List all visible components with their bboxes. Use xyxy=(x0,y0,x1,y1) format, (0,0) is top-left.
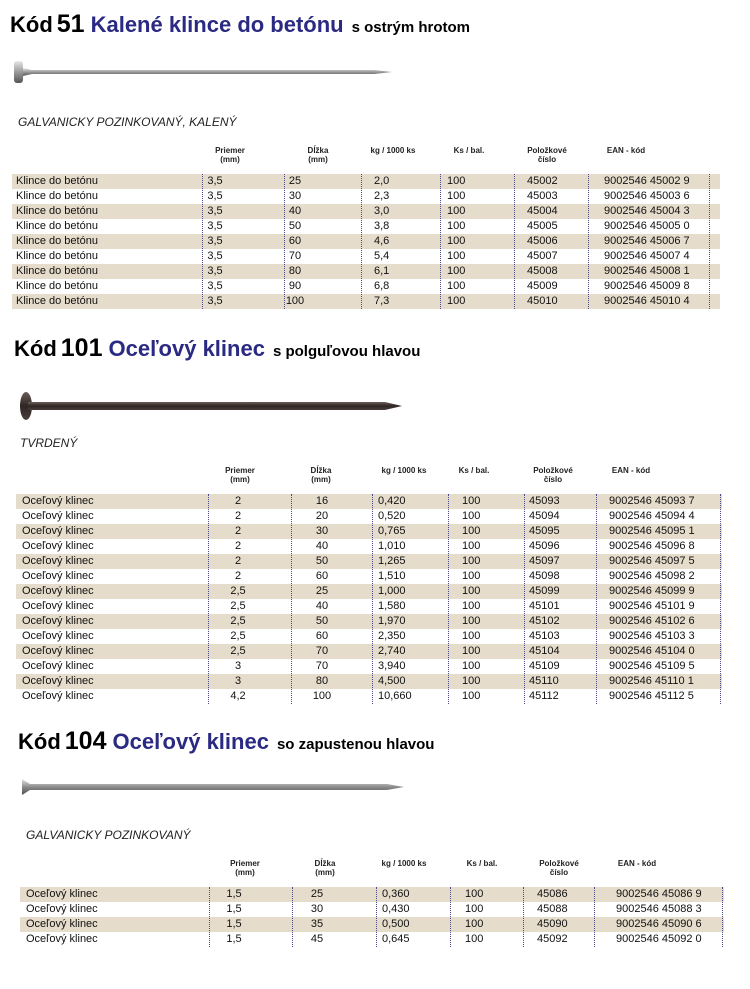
column-header-ean-code: EAN - kód xyxy=(611,466,651,475)
product-subtitle: s ostrým hrotom xyxy=(351,19,470,36)
cell-name: Klince do betónu xyxy=(16,280,98,292)
cell-diameter: 2 xyxy=(234,570,242,582)
column-header-item-number: Položkové číslo xyxy=(533,466,573,484)
cell-item-number: 45095 xyxy=(529,525,560,537)
cell-ean-code: 9002546 45097 5 xyxy=(609,555,695,567)
cell-ean-code: 9002546 45112 5 xyxy=(609,690,694,702)
cell-weight: 3,0 xyxy=(374,205,390,217)
cell-name: Oceľový klinec xyxy=(22,690,94,702)
column-divider xyxy=(524,494,525,704)
table-row xyxy=(16,689,722,704)
cell-weight: 3,940 xyxy=(378,660,406,672)
cell-weight: 2,0 xyxy=(374,175,390,187)
cell-weight: 7,3 xyxy=(374,295,390,307)
product-subtitle: s polguľovou hlavou xyxy=(272,343,421,360)
cell-ean-code: 9002546 45004 3 xyxy=(604,205,690,217)
code-label: Kód xyxy=(18,729,61,754)
cell-name: Klince do betónu xyxy=(16,235,98,247)
section-51-table xyxy=(12,174,720,309)
cell-item-number: 45110 xyxy=(529,675,559,687)
table-row xyxy=(20,917,724,932)
cell-pack-qty: 100 xyxy=(462,690,481,702)
cell-length: 80 xyxy=(288,265,302,277)
table-row xyxy=(12,174,720,189)
table-row xyxy=(12,189,720,204)
cell-length: 50 xyxy=(315,615,329,627)
cell-weight: 10,660 xyxy=(378,690,412,702)
cell-ean-code: 9002546 45092 0 xyxy=(616,933,702,945)
cell-ean-code: 9002546 45104 0 xyxy=(609,645,695,657)
code-label: Kód xyxy=(10,12,53,37)
cell-weight: 4,6 xyxy=(374,235,390,247)
cell-item-number: 45010 xyxy=(527,295,558,307)
table-row xyxy=(12,204,720,219)
cell-length: 16 xyxy=(315,495,329,507)
cell-pack-qty: 100 xyxy=(465,903,484,915)
cell-item-number: 45101 xyxy=(529,600,560,612)
section-104-table xyxy=(20,887,724,947)
column-header-item-number: Položkové číslo xyxy=(527,146,567,164)
cell-ean-code: 9002546 45002 9 xyxy=(604,175,690,187)
cell-name: Klince do betónu xyxy=(16,190,98,202)
cell-length: 20 xyxy=(315,510,329,522)
cell-name: Oceľový klinec xyxy=(22,630,94,642)
table-row xyxy=(16,674,722,689)
cell-item-number: 45009 xyxy=(527,280,558,292)
cell-diameter: 4,2 xyxy=(230,690,246,702)
column-divider xyxy=(361,174,362,309)
column-divider xyxy=(292,887,293,947)
cell-weight: 4,500 xyxy=(378,675,406,687)
cell-name: Klince do betónu xyxy=(16,250,98,262)
product-subtitle: so zapustenou hlavou xyxy=(276,736,435,753)
cell-length: 50 xyxy=(315,555,329,567)
product-name: Oceľový klinec xyxy=(108,336,265,361)
column-divider xyxy=(594,887,595,947)
column-header-diameter: Priemer (mm) xyxy=(215,146,245,164)
table-row xyxy=(16,569,722,584)
section-101-note: TVRDENÝ xyxy=(20,436,78,450)
cell-length: 40 xyxy=(288,205,302,217)
cell-weight: 0,420 xyxy=(378,495,406,507)
cell-name: Oceľový klinec xyxy=(22,525,94,537)
column-header-pack-qty: Ks / bal. xyxy=(453,146,485,155)
table-row xyxy=(12,294,720,309)
column-header-length: Dĺžka (mm) xyxy=(314,859,336,877)
cell-pack-qty: 100 xyxy=(462,630,481,642)
cell-weight: 0,430 xyxy=(382,903,410,915)
cell-name: Oceľový klinec xyxy=(22,540,94,552)
column-header-diameter: Priemer (mm) xyxy=(230,859,260,877)
column-header-pack-qty: Ks / bal. xyxy=(466,859,498,868)
cell-diameter: 3,5 xyxy=(207,295,223,307)
cell-ean-code: 9002546 45094 4 xyxy=(609,510,695,522)
cell-ean-code: 9002546 45088 3 xyxy=(616,903,702,915)
product-name: Kalené klince do betónu xyxy=(90,12,344,37)
column-divider xyxy=(450,887,451,947)
cell-ean-code: 9002546 45110 1 xyxy=(609,675,694,687)
cell-diameter: 2,5 xyxy=(230,645,246,657)
cell-pack-qty: 100 xyxy=(465,933,484,945)
column-divider xyxy=(514,174,515,309)
column-divider xyxy=(523,887,524,947)
cell-pack-qty: 100 xyxy=(462,525,481,537)
table-row xyxy=(20,902,724,917)
cell-ean-code: 9002546 45006 7 xyxy=(604,235,690,247)
cell-pack-qty: 100 xyxy=(462,660,481,672)
cell-diameter: 2,5 xyxy=(230,630,246,642)
section-51-note: GALVANICKY POZINKOVANÝ, KALENÝ xyxy=(18,115,237,129)
column-header-weight: kg / 1000 ks xyxy=(381,859,427,868)
table-row xyxy=(16,599,722,614)
column-divider xyxy=(448,494,449,704)
cell-pack-qty: 100 xyxy=(462,570,481,582)
code-number: 51 xyxy=(56,10,85,38)
cell-item-number: 45002 xyxy=(527,175,558,187)
cell-ean-code: 9002546 45098 2 xyxy=(609,570,695,582)
cell-ean-code: 9002546 45009 8 xyxy=(604,280,690,292)
cell-pack-qty: 100 xyxy=(447,295,466,307)
cell-length: 100 xyxy=(285,295,305,307)
cell-diameter: 1,5 xyxy=(226,918,242,930)
cell-diameter: 3,5 xyxy=(207,190,223,202)
cell-weight: 0,765 xyxy=(378,525,406,537)
cell-pack-qty: 100 xyxy=(447,280,466,292)
cell-diameter: 2 xyxy=(234,540,242,552)
cell-pack-qty: 100 xyxy=(447,205,466,217)
cell-diameter: 3,5 xyxy=(207,235,223,247)
cell-pack-qty: 100 xyxy=(447,220,466,232)
cell-ean-code: 9002546 45093 7 xyxy=(609,495,695,507)
cell-weight: 2,740 xyxy=(378,645,406,657)
column-divider xyxy=(202,174,203,309)
cell-diameter: 3,5 xyxy=(207,280,223,292)
cell-weight: 0,645 xyxy=(382,933,410,945)
table-row xyxy=(12,249,720,264)
steel-nail-round-head-image xyxy=(20,390,405,422)
table-row xyxy=(16,539,722,554)
cell-name: Klince do betónu xyxy=(16,175,98,187)
column-header-length: Dĺžka (mm) xyxy=(310,466,332,484)
cell-pack-qty: 100 xyxy=(462,645,481,657)
cell-ean-code: 9002546 45103 3 xyxy=(609,630,695,642)
cell-weight: 2,350 xyxy=(378,630,406,642)
column-divider xyxy=(440,174,441,309)
column-divider xyxy=(588,174,589,309)
column-header-length: Dĺžka (mm) xyxy=(307,146,329,164)
cell-item-number: 45007 xyxy=(527,250,558,262)
cell-name: Oceľový klinec xyxy=(22,615,94,627)
code-label: Kód xyxy=(14,336,57,361)
cell-item-number: 45103 xyxy=(529,630,560,642)
cell-item-number: 45112 xyxy=(529,690,559,702)
cell-ean-code: 9002546 45010 4 xyxy=(604,295,690,307)
column-header-diameter: Priemer (mm) xyxy=(225,466,255,484)
table-row xyxy=(16,614,722,629)
cell-length: 25 xyxy=(315,585,329,597)
cell-ean-code: 9002546 45109 5 xyxy=(609,660,695,672)
cell-ean-code: 9002546 45090 6 xyxy=(616,918,702,930)
steel-nail-countersunk-head-image xyxy=(22,775,407,799)
product-name: Oceľový klinec xyxy=(112,729,269,754)
cell-item-number: 45092 xyxy=(537,933,568,945)
cell-name: Klince do betónu xyxy=(16,295,98,307)
cell-diameter: 2,5 xyxy=(230,615,246,627)
cell-length: 30 xyxy=(310,903,324,915)
cell-diameter: 3,5 xyxy=(207,265,223,277)
cell-diameter: 2 xyxy=(234,495,242,507)
cell-diameter: 2 xyxy=(234,510,242,522)
table-row xyxy=(12,264,720,279)
cell-diameter: 3 xyxy=(234,675,242,687)
column-header-item-number: Položkové číslo xyxy=(539,859,579,877)
cell-name: Oceľový klinec xyxy=(22,675,94,687)
cell-item-number: 45102 xyxy=(529,615,560,627)
cell-weight: 0,360 xyxy=(382,888,410,900)
table-row xyxy=(16,509,722,524)
table-row xyxy=(16,524,722,539)
cell-length: 60 xyxy=(315,570,329,582)
cell-pack-qty: 100 xyxy=(462,510,481,522)
cell-ean-code: 9002546 45095 1 xyxy=(609,525,695,537)
table-row xyxy=(12,234,720,249)
cell-ean-code: 9002546 45099 9 xyxy=(609,585,695,597)
cell-item-number: 45094 xyxy=(529,510,560,522)
cell-name: Oceľový klinec xyxy=(22,600,94,612)
cell-length: 70 xyxy=(288,250,302,262)
cell-pack-qty: 100 xyxy=(462,495,481,507)
cell-diameter: 2 xyxy=(234,555,242,567)
cell-weight: 2,3 xyxy=(374,190,390,202)
cell-item-number: 45109 xyxy=(529,660,560,672)
column-divider xyxy=(208,494,209,704)
cell-diameter: 1,5 xyxy=(226,903,242,915)
cell-weight: 1,265 xyxy=(378,555,406,567)
column-divider xyxy=(291,494,292,704)
cell-pack-qty: 100 xyxy=(462,555,481,567)
cell-pack-qty: 100 xyxy=(462,675,481,687)
column-header-pack-qty: Ks / bal. xyxy=(458,466,490,475)
table-row xyxy=(16,554,722,569)
column-divider xyxy=(596,494,597,704)
cell-name: Oceľový klinec xyxy=(26,888,98,900)
cell-pack-qty: 100 xyxy=(447,175,466,187)
table-row xyxy=(16,629,722,644)
table-row xyxy=(12,219,720,234)
section-101-table xyxy=(16,494,722,704)
column-divider xyxy=(709,174,710,309)
cell-name: Klince do betónu xyxy=(16,220,98,232)
table-row xyxy=(20,932,724,947)
cell-item-number: 45090 xyxy=(537,918,568,930)
cell-ean-code: 9002546 45101 9 xyxy=(609,600,695,612)
section-104-title xyxy=(18,727,434,756)
cell-name: Oceľový klinec xyxy=(22,510,94,522)
cell-length: 25 xyxy=(288,175,302,187)
cell-pack-qty: 100 xyxy=(465,888,484,900)
cell-length: 100 xyxy=(312,690,332,702)
cell-name: Klince do betónu xyxy=(16,205,98,217)
column-header-ean-code: EAN - kód xyxy=(606,146,646,155)
cell-weight: 6,8 xyxy=(374,280,390,292)
cell-diameter: 1,5 xyxy=(226,888,242,900)
column-divider xyxy=(722,887,723,947)
cell-pack-qty: 100 xyxy=(447,235,466,247)
cell-diameter: 1,5 xyxy=(226,933,242,945)
cell-pack-qty: 100 xyxy=(447,265,466,277)
cell-pack-qty: 100 xyxy=(447,190,466,202)
cell-pack-qty: 100 xyxy=(462,615,481,627)
cell-pack-qty: 100 xyxy=(462,600,481,612)
cell-pack-qty: 100 xyxy=(447,250,466,262)
cell-ean-code: 9002546 45005 0 xyxy=(604,220,690,232)
cell-length: 45 xyxy=(310,933,324,945)
cell-weight: 6,1 xyxy=(374,265,390,277)
cell-name: Oceľový klinec xyxy=(26,933,98,945)
cell-item-number: 45003 xyxy=(527,190,558,202)
cell-length: 30 xyxy=(315,525,329,537)
column-divider xyxy=(209,887,210,947)
cell-item-number: 45104 xyxy=(529,645,560,657)
cell-pack-qty: 100 xyxy=(462,540,481,552)
cell-name: Oceľový klinec xyxy=(22,585,94,597)
column-header-weight: kg / 1000 ks xyxy=(370,146,416,155)
code-number: 104 xyxy=(64,727,107,755)
concrete-nail-image xyxy=(14,58,394,88)
table-row xyxy=(16,584,722,599)
cell-ean-code: 9002546 45096 8 xyxy=(609,540,695,552)
cell-name: Oceľový klinec xyxy=(22,555,94,567)
column-divider xyxy=(376,887,377,947)
table-row xyxy=(16,644,722,659)
cell-item-number: 45096 xyxy=(529,540,560,552)
cell-name: Oceľový klinec xyxy=(22,645,94,657)
cell-diameter: 3,5 xyxy=(207,205,223,217)
cell-name: Oceľový klinec xyxy=(22,495,94,507)
cell-diameter: 3,5 xyxy=(207,220,223,232)
cell-diameter: 3 xyxy=(234,660,242,672)
cell-diameter: 3,5 xyxy=(207,175,223,187)
cell-length: 50 xyxy=(288,220,302,232)
cell-item-number: 45098 xyxy=(529,570,560,582)
table-row xyxy=(20,887,724,902)
cell-ean-code: 9002546 45086 9 xyxy=(616,888,702,900)
column-divider xyxy=(372,494,373,704)
cell-length: 90 xyxy=(288,280,302,292)
cell-weight: 3,8 xyxy=(374,220,390,232)
cell-item-number: 45093 xyxy=(529,495,560,507)
cell-item-number: 45088 xyxy=(537,903,568,915)
cell-ean-code: 9002546 45008 1 xyxy=(604,265,690,277)
cell-pack-qty: 100 xyxy=(462,585,481,597)
cell-diameter: 2 xyxy=(234,525,242,537)
cell-length: 40 xyxy=(315,540,329,552)
cell-length: 25 xyxy=(310,888,324,900)
cell-name: Oceľový klinec xyxy=(22,570,94,582)
cell-pack-qty: 100 xyxy=(465,918,484,930)
cell-weight: 1,580 xyxy=(378,600,406,612)
cell-ean-code: 9002546 45102 6 xyxy=(609,615,695,627)
cell-item-number: 45086 xyxy=(537,888,568,900)
cell-name: Oceľový klinec xyxy=(22,660,94,672)
column-header-weight: kg / 1000 ks xyxy=(381,466,427,475)
cell-length: 80 xyxy=(315,675,329,687)
cell-diameter: 3,5 xyxy=(207,250,223,262)
cell-weight: 1,970 xyxy=(378,615,406,627)
cell-length: 40 xyxy=(315,600,329,612)
cell-item-number: 45099 xyxy=(529,585,560,597)
cell-item-number: 45097 xyxy=(529,555,560,567)
cell-weight: 5,4 xyxy=(374,250,390,262)
cell-weight: 1,510 xyxy=(378,570,406,582)
table-row xyxy=(16,494,722,509)
cell-length: 60 xyxy=(288,235,302,247)
table-row xyxy=(12,279,720,294)
cell-length: 70 xyxy=(315,660,329,672)
cell-name: Oceľový klinec xyxy=(26,903,98,915)
section-101-title xyxy=(14,334,420,363)
section-104-note: GALVANICKY POZINKOVANÝ xyxy=(26,828,191,842)
cell-item-number: 45005 xyxy=(527,220,558,232)
cell-item-number: 45008 xyxy=(527,265,558,277)
column-header-ean-code: EAN - kód xyxy=(617,859,657,868)
cell-length: 35 xyxy=(310,918,324,930)
cell-ean-code: 9002546 45007 4 xyxy=(604,250,690,262)
cell-item-number: 45006 xyxy=(527,235,558,247)
section-51-title xyxy=(10,10,470,39)
table-row xyxy=(16,659,722,674)
cell-ean-code: 9002546 45003 6 xyxy=(604,190,690,202)
column-divider xyxy=(284,174,285,309)
cell-length: 70 xyxy=(315,645,329,657)
cell-weight: 0,520 xyxy=(378,510,406,522)
cell-diameter: 2,5 xyxy=(230,600,246,612)
code-number: 101 xyxy=(60,334,103,362)
cell-length: 60 xyxy=(315,630,329,642)
cell-diameter: 2,5 xyxy=(230,585,246,597)
cell-weight: 1,010 xyxy=(378,540,406,552)
cell-item-number: 45004 xyxy=(527,205,558,217)
cell-name: Klince do betónu xyxy=(16,265,98,277)
cell-weight: 1,000 xyxy=(378,585,406,597)
cell-length: 30 xyxy=(288,190,302,202)
cell-weight: 0,500 xyxy=(382,918,410,930)
column-divider xyxy=(720,494,721,704)
cell-name: Oceľový klinec xyxy=(26,918,98,930)
